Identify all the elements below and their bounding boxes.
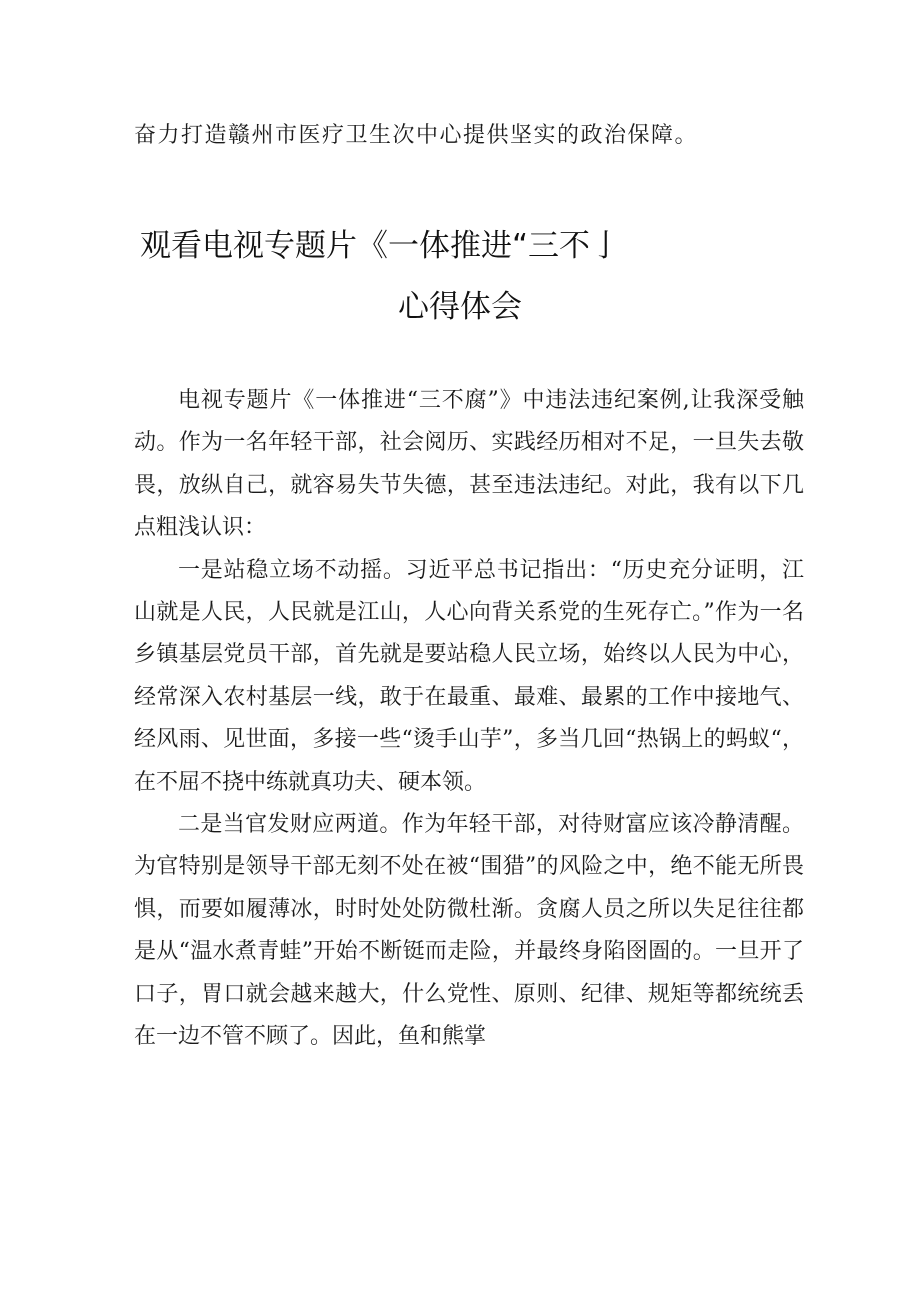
- document-title-line-1: 观看电视专题片《一体推进“三不亅: [140, 228, 622, 264]
- document-body: [134, 380, 804, 1059]
- body-paragraph-point-2: 二是当官发财应两道。作为年轻干部，对待财富应该冷静清醒。为官特别是领导干部无刻不处在被“围猎”的风险之中，绝不能无所畏惧，而要如履薄冰，时时处处防微杜渐。贪腐人员之所以失足往往都是从“温水煮青蛙”开始不断铤而走险，并最终身陷囹圄的。一旦开了口子，胃口就会越来越大，什么党性、原则、纪律、规矩等都统统丢在一边不管不顾了。因此，鱼和熊掌: [134, 812, 804, 1050]
- body-paragraph-intro: 电视专题片《一体推进“三不腐”》中违法违纪案例,让我深受触动。作为一名年轻干部，社会阅历、实践经历相对不足，一旦失去敬畏，放纵自己，就容易失节失德，甚至违法违纪。对此，我有以下几点粗浅认识：: [134, 388, 804, 541]
- previous-paragraph-tail: 奋力打造赣州市医疗卫生次中心提供坚实的政治保障。: [134, 123, 699, 148]
- document-title-line-2: 心得体会: [398, 289, 522, 325]
- body-paragraph-point-1: 一是站稳立场不动摇。习近平总书记指出：“历史充分证明，江山就是人民，人民就是江山，人心向背关系党的生死存亡。”作为一名乡镇基层党员干部，首先就是要站稳人民立场，始终以人民为中心，经常深入农村基层一线，敢于在最重、最难、最累的工作中接地气、经风雨、见世面，多接一些“烫手山芋”，多当几回“热锅上的蚂蚁“，在不屈不挠中练就真功夫、硬本领。: [134, 557, 804, 795]
